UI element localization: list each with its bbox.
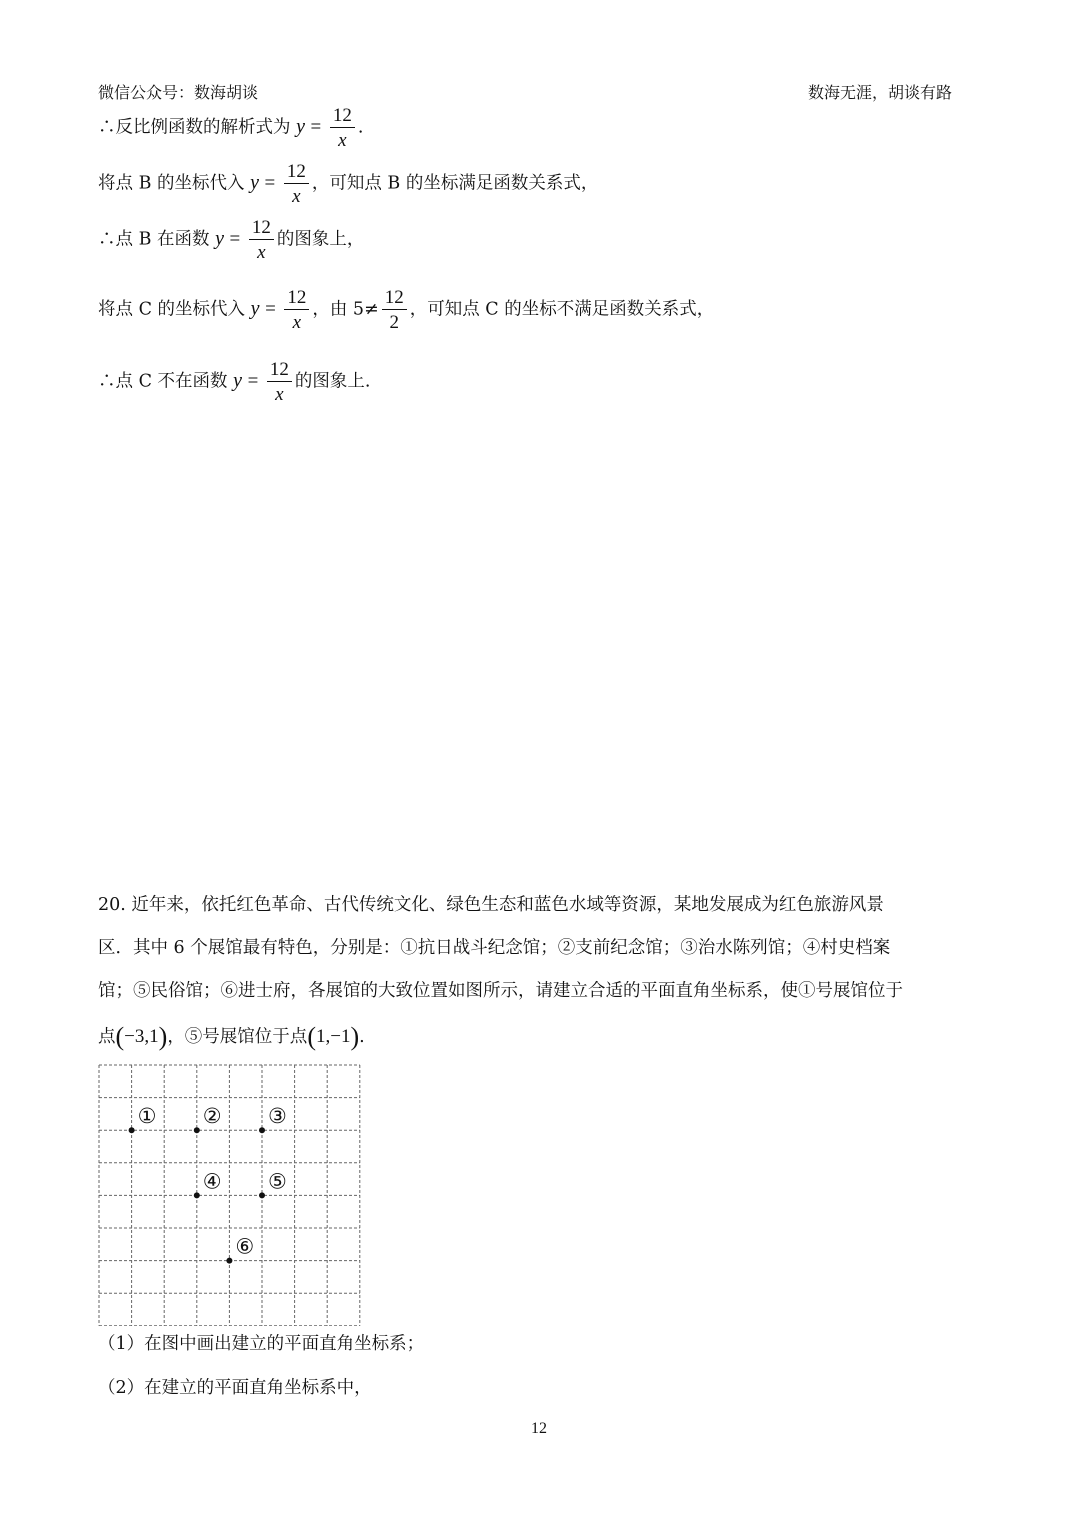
page-number: 12: [531, 1420, 547, 1437]
fraction-12-over-x: $\frac{12}{x}$: [284, 162, 309, 206]
solution-line-1: ∴反比例函数的解析式为 y = $\frac{12}{x}$ .: [98, 105, 364, 151]
header-right: 数海无涯，胡谈有路: [808, 83, 953, 102]
header-left: 微信公众号：数海胡谈: [98, 83, 259, 102]
fraction-12-over-2: $\frac{12}{2}$: [382, 288, 407, 332]
exhibition-point: [194, 1127, 200, 1133]
fraction-12-over-x: $\frac{12}{x}$: [249, 218, 274, 262]
exhibition-point: [226, 1258, 232, 1264]
solution-line-2: 将点 B 的坐标代入 y = $\frac{12}{x}$ ，可知点 B 的坐标满足函数关系式，: [98, 161, 599, 207]
exhibition-label: ①: [137, 1104, 157, 1129]
exhibition-label: ③: [268, 1104, 287, 1129]
exhibition-label: ⑥: [235, 1234, 255, 1259]
fraction-12-over-x: $\frac{12}{x}$: [330, 106, 355, 150]
problem-line-2: 区．其中 6 个展馆最有特色，分别是：①抗日战斗纪念馆；②支前纪念馆；③治水陈列馆；④村史档案: [98, 938, 891, 958]
question-1: （1）在图中画出建立的平面直角坐标系；: [98, 1334, 425, 1354]
fraction-12-over-x: $\frac{12}{x}$: [267, 360, 292, 404]
exhibition-label: ②: [202, 1104, 222, 1129]
exhibition-point: [194, 1192, 200, 1198]
problem-line-3: 馆；⑤民俗馆；⑥进士府，各展馆的大致位置如图所示，请建立合适的平面直角坐标系，使①号展馆位于: [98, 981, 903, 1001]
solution-line-3: ∴点 B 在函数 y = $\frac{12}{x}$ 的图象上，: [98, 217, 365, 263]
question-2: （2）在建立的平面直角坐标系中，: [98, 1378, 372, 1398]
fraction-12-over-x: $\frac{12}{x}$: [284, 288, 309, 332]
exhibition-point: [129, 1127, 135, 1133]
point-5-coord: 1,−1: [315, 1026, 351, 1047]
exhibition-grid: [90, 1056, 375, 1326]
solution-line-5: ∴点 C 不在函数 y = $\frac{12}{x}$ 的图象上.: [98, 359, 371, 405]
exhibition-point: [259, 1192, 265, 1198]
exhibition-label: ④: [202, 1169, 222, 1194]
solution-line-4: 将点 C 的坐标代入 y = $\frac{12}{x}$ ，由 5≠ $\frac{12}{2}$ ，可知点 C 的坐标不满足函数关系式，: [98, 287, 715, 333]
point-1-coord: −3,1: [124, 1026, 159, 1047]
exhibition-label: ⑤: [268, 1169, 287, 1194]
problem-line-1: 20. 近年来，依托红色革命、古代传统文化、绿色生态和蓝色水域等资源，某地发展成为红色旅游风景: [98, 895, 884, 915]
exhibition-point: [259, 1127, 265, 1133]
grid-points: [129, 1104, 287, 1263]
problem-line-4: 点(−3,1)，⑤号展馆位于点(1,−1).: [98, 1022, 365, 1051]
